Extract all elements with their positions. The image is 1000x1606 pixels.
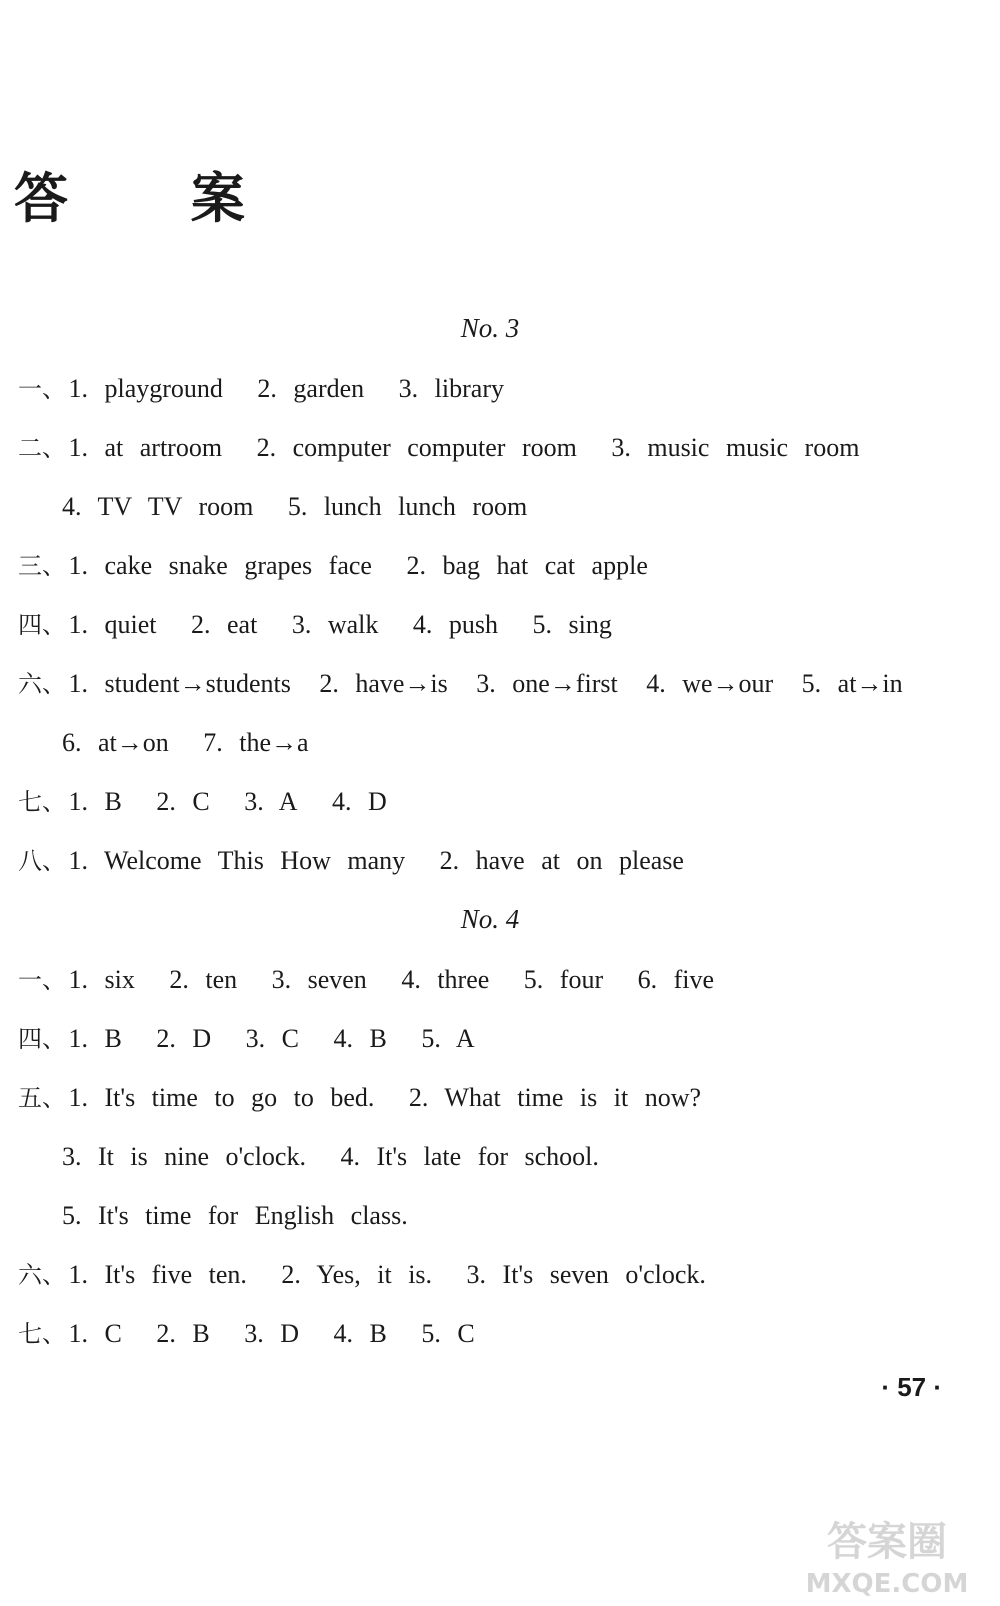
question-marker: 二、 (18, 434, 66, 462)
answer-line (62, 730, 337, 756)
answer-line (18, 848, 712, 874)
question-marker: 三、 (18, 552, 66, 580)
answer-item: 4. D (332, 787, 387, 816)
answer-item: 2. garden (257, 374, 365, 403)
answer-item: 2. What time is it now? (408, 1083, 702, 1112)
answer-item: 3. C (245, 1024, 299, 1053)
answer-item: 3. library (398, 374, 504, 403)
answer-item: 1. It's five ten. (68, 1260, 247, 1289)
answer-item: 4. we→our (646, 669, 774, 698)
question-marker: 六、 (18, 1261, 66, 1289)
answer-item: 5. lunch lunch room (287, 492, 528, 521)
answer-item: 3. music music room (611, 433, 860, 462)
answer-item: 2. D (156, 1024, 212, 1053)
answer-item: 1. cake snake grapes face (68, 551, 372, 580)
answer-item: 5. four (523, 965, 604, 994)
section-heading-no4: No. 4 (460, 904, 520, 934)
answer-item: 4. B (333, 1024, 387, 1053)
answer-line (18, 1262, 734, 1288)
answer-line (62, 494, 555, 520)
answer-item: 2. ten (169, 965, 238, 994)
answer-item: 1. quiet (68, 610, 157, 639)
answer-line (62, 1144, 627, 1170)
answer-item: 2. B (156, 1319, 210, 1348)
question-marker: 六、 (18, 670, 66, 698)
question-marker: 五、 (18, 1084, 66, 1112)
answer-item: 3. seven (271, 965, 367, 994)
question-marker: 四、 (18, 611, 66, 639)
question-marker: 四、 (18, 1025, 66, 1053)
answer-item: 3. A (244, 787, 298, 816)
answer-item: 5. A (421, 1024, 475, 1053)
answer-item: 1. It's time to go to bed. (68, 1083, 375, 1112)
watermark-text-top: 答案圈 (827, 1519, 947, 1565)
answer-item: 3. It is nine o'clock. (62, 1142, 306, 1171)
answer-item: 2. bag hat cat apple (406, 551, 648, 580)
answer-line (18, 612, 640, 638)
answer-item: 5. at→in (801, 669, 903, 698)
answer-item: 1. C (68, 1319, 122, 1348)
answer-item: 2. have at on please (439, 846, 684, 875)
answer-item: 1. playground (68, 374, 223, 403)
answer-item: 5. C (421, 1319, 475, 1348)
answer-line (18, 1085, 729, 1111)
page-title: 答 案 (14, 167, 297, 230)
answer-item: 2. eat (191, 610, 258, 639)
answer-item: 2. computer computer room (256, 433, 577, 462)
watermark-text-bottom: MXQE.COM (805, 1569, 969, 1599)
answer-item: 2. Yes, it is. (281, 1260, 433, 1289)
answer-item: 3. one→first (476, 669, 618, 698)
answer-line (18, 967, 742, 993)
answer-item: 6. five (637, 965, 715, 994)
answer-line (18, 376, 532, 402)
answer-item: 1. B (68, 787, 122, 816)
answer-item: 4. three (401, 965, 490, 994)
question-marker: 一、 (18, 966, 66, 994)
answer-item: 4. push (412, 610, 498, 639)
question-marker: 七、 (18, 788, 66, 816)
answer-item: 7. the→a (203, 728, 309, 757)
answer-item: 1. at artroom (68, 433, 223, 462)
watermark-logo (802, 1510, 972, 1600)
answer-line (62, 1203, 436, 1229)
answer-line (18, 435, 887, 461)
answer-line (18, 1026, 503, 1052)
page-number: · 57 · (881, 1372, 942, 1402)
answer-line (18, 671, 903, 697)
answer-item: 2. have→is (319, 669, 448, 698)
answer-item: 1. six (68, 965, 135, 994)
answer-line (18, 1321, 503, 1347)
answer-item: 1. Welcome This How many (68, 846, 406, 875)
question-marker: 八、 (18, 847, 66, 875)
answer-item: 5. sing (532, 610, 612, 639)
answer-item: 4. B (333, 1319, 387, 1348)
question-marker: 七、 (18, 1320, 66, 1348)
answer-line (18, 553, 676, 579)
question-marker: 一、 (18, 375, 66, 403)
answer-item: 1. student→students (68, 669, 291, 698)
answer-item: 4. It's late for school. (340, 1142, 599, 1171)
answer-item: 3. It's seven o'clock. (466, 1260, 706, 1289)
answer-item: 3. D (244, 1319, 299, 1348)
answer-item: 6. at→on (62, 728, 169, 757)
answer-item: 3. walk (291, 610, 379, 639)
section-heading-no3: No. 3 (460, 313, 520, 343)
answer-item: 5. It's time for English class. (62, 1201, 408, 1230)
answer-item: 1. B (68, 1024, 122, 1053)
answer-line (18, 789, 415, 815)
answer-item: 4. TV TV room (62, 492, 254, 521)
answer-item: 2. C (156, 787, 210, 816)
